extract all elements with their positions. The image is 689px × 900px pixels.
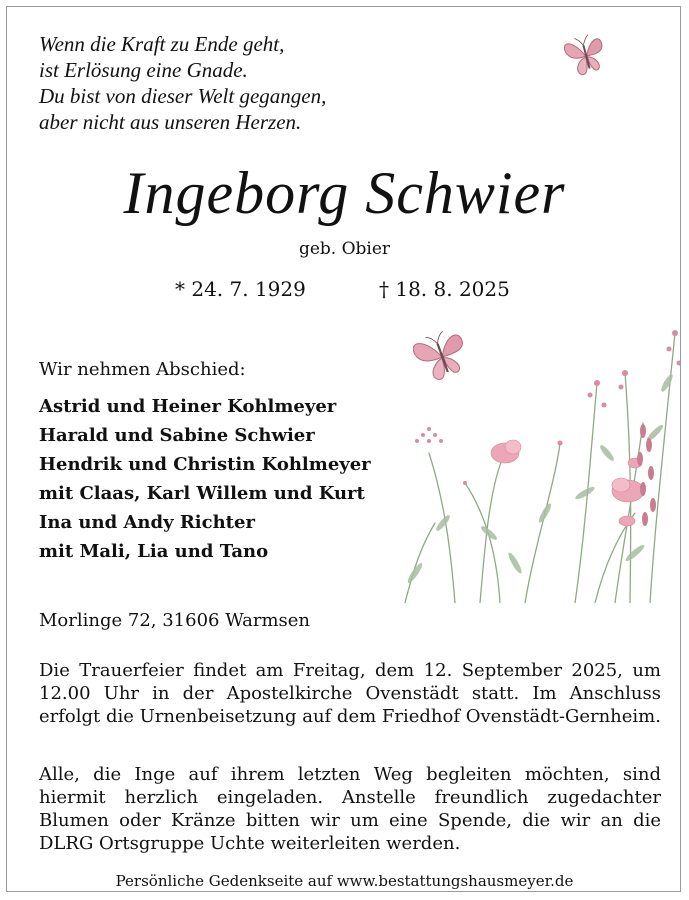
poem-line: ist Erlösung eine Gnade.	[39, 58, 248, 82]
invitation-info: Alle, die Inge auf ihrem letzten Weg begleiten möchten, sind hiermit herzlich eingeladen. Anstelle freundlich zugedachter Blumen oder Kränze bitten wir um eine Spende, die wir an die DLRG Ortsgruppe Uchte weiterleiten werden.	[39, 764, 661, 854]
poem	[39, 31, 326, 135]
address: Morlinge 72, 31606 Warmsen	[39, 610, 311, 631]
mourner-line: Hendrik und Christin Kohlmeyer	[39, 454, 371, 475]
memorial-page-link[interactable]: Persönliche Gedenkseite auf www.bestattungshausmeyer.de	[115, 872, 574, 890]
mourner-line: Ina und Andy Richter	[39, 512, 255, 533]
death-date: † 18. 8. 2025	[379, 277, 510, 301]
funeral-info: Die Trauerfeier findet am Freitag, dem 12. September 2025, um 12.00 Uhr in der Apostelkirche Ovenstädt statt. Im Anschluss erfolgt die Urnenbeisetzung auf dem Friedhof Ovenstädt-Gernheim.	[39, 660, 661, 727]
mourner-line: mit Mali, Lia und Tano	[39, 541, 269, 562]
poem-line: Du bist von dieser Welt gegangen,	[39, 84, 327, 108]
mourner-line: mit Claas, Karl Willem und Kurt	[39, 483, 365, 504]
mourners-list	[39, 392, 371, 566]
mourners-intro: Wir nehmen Abschied:	[39, 359, 246, 380]
butterfly-icon	[563, 29, 609, 81]
mourner-line: Astrid und Heiner Kohlmeyer	[39, 396, 337, 417]
mourner-line: Harald und Sabine Schwier	[39, 425, 315, 446]
deceased-name: Ingeborg Schwier	[123, 160, 566, 226]
birth-name: geb. Obier	[298, 239, 391, 259]
butterfly-icon	[413, 325, 471, 387]
poem-line: aber nicht aus unseren Herzen.	[39, 110, 302, 134]
poem-line: Wenn die Kraft zu Ende geht,	[39, 32, 285, 56]
birth-date: * 24. 7. 1929	[175, 277, 306, 301]
obituary-notice	[6, 6, 681, 892]
